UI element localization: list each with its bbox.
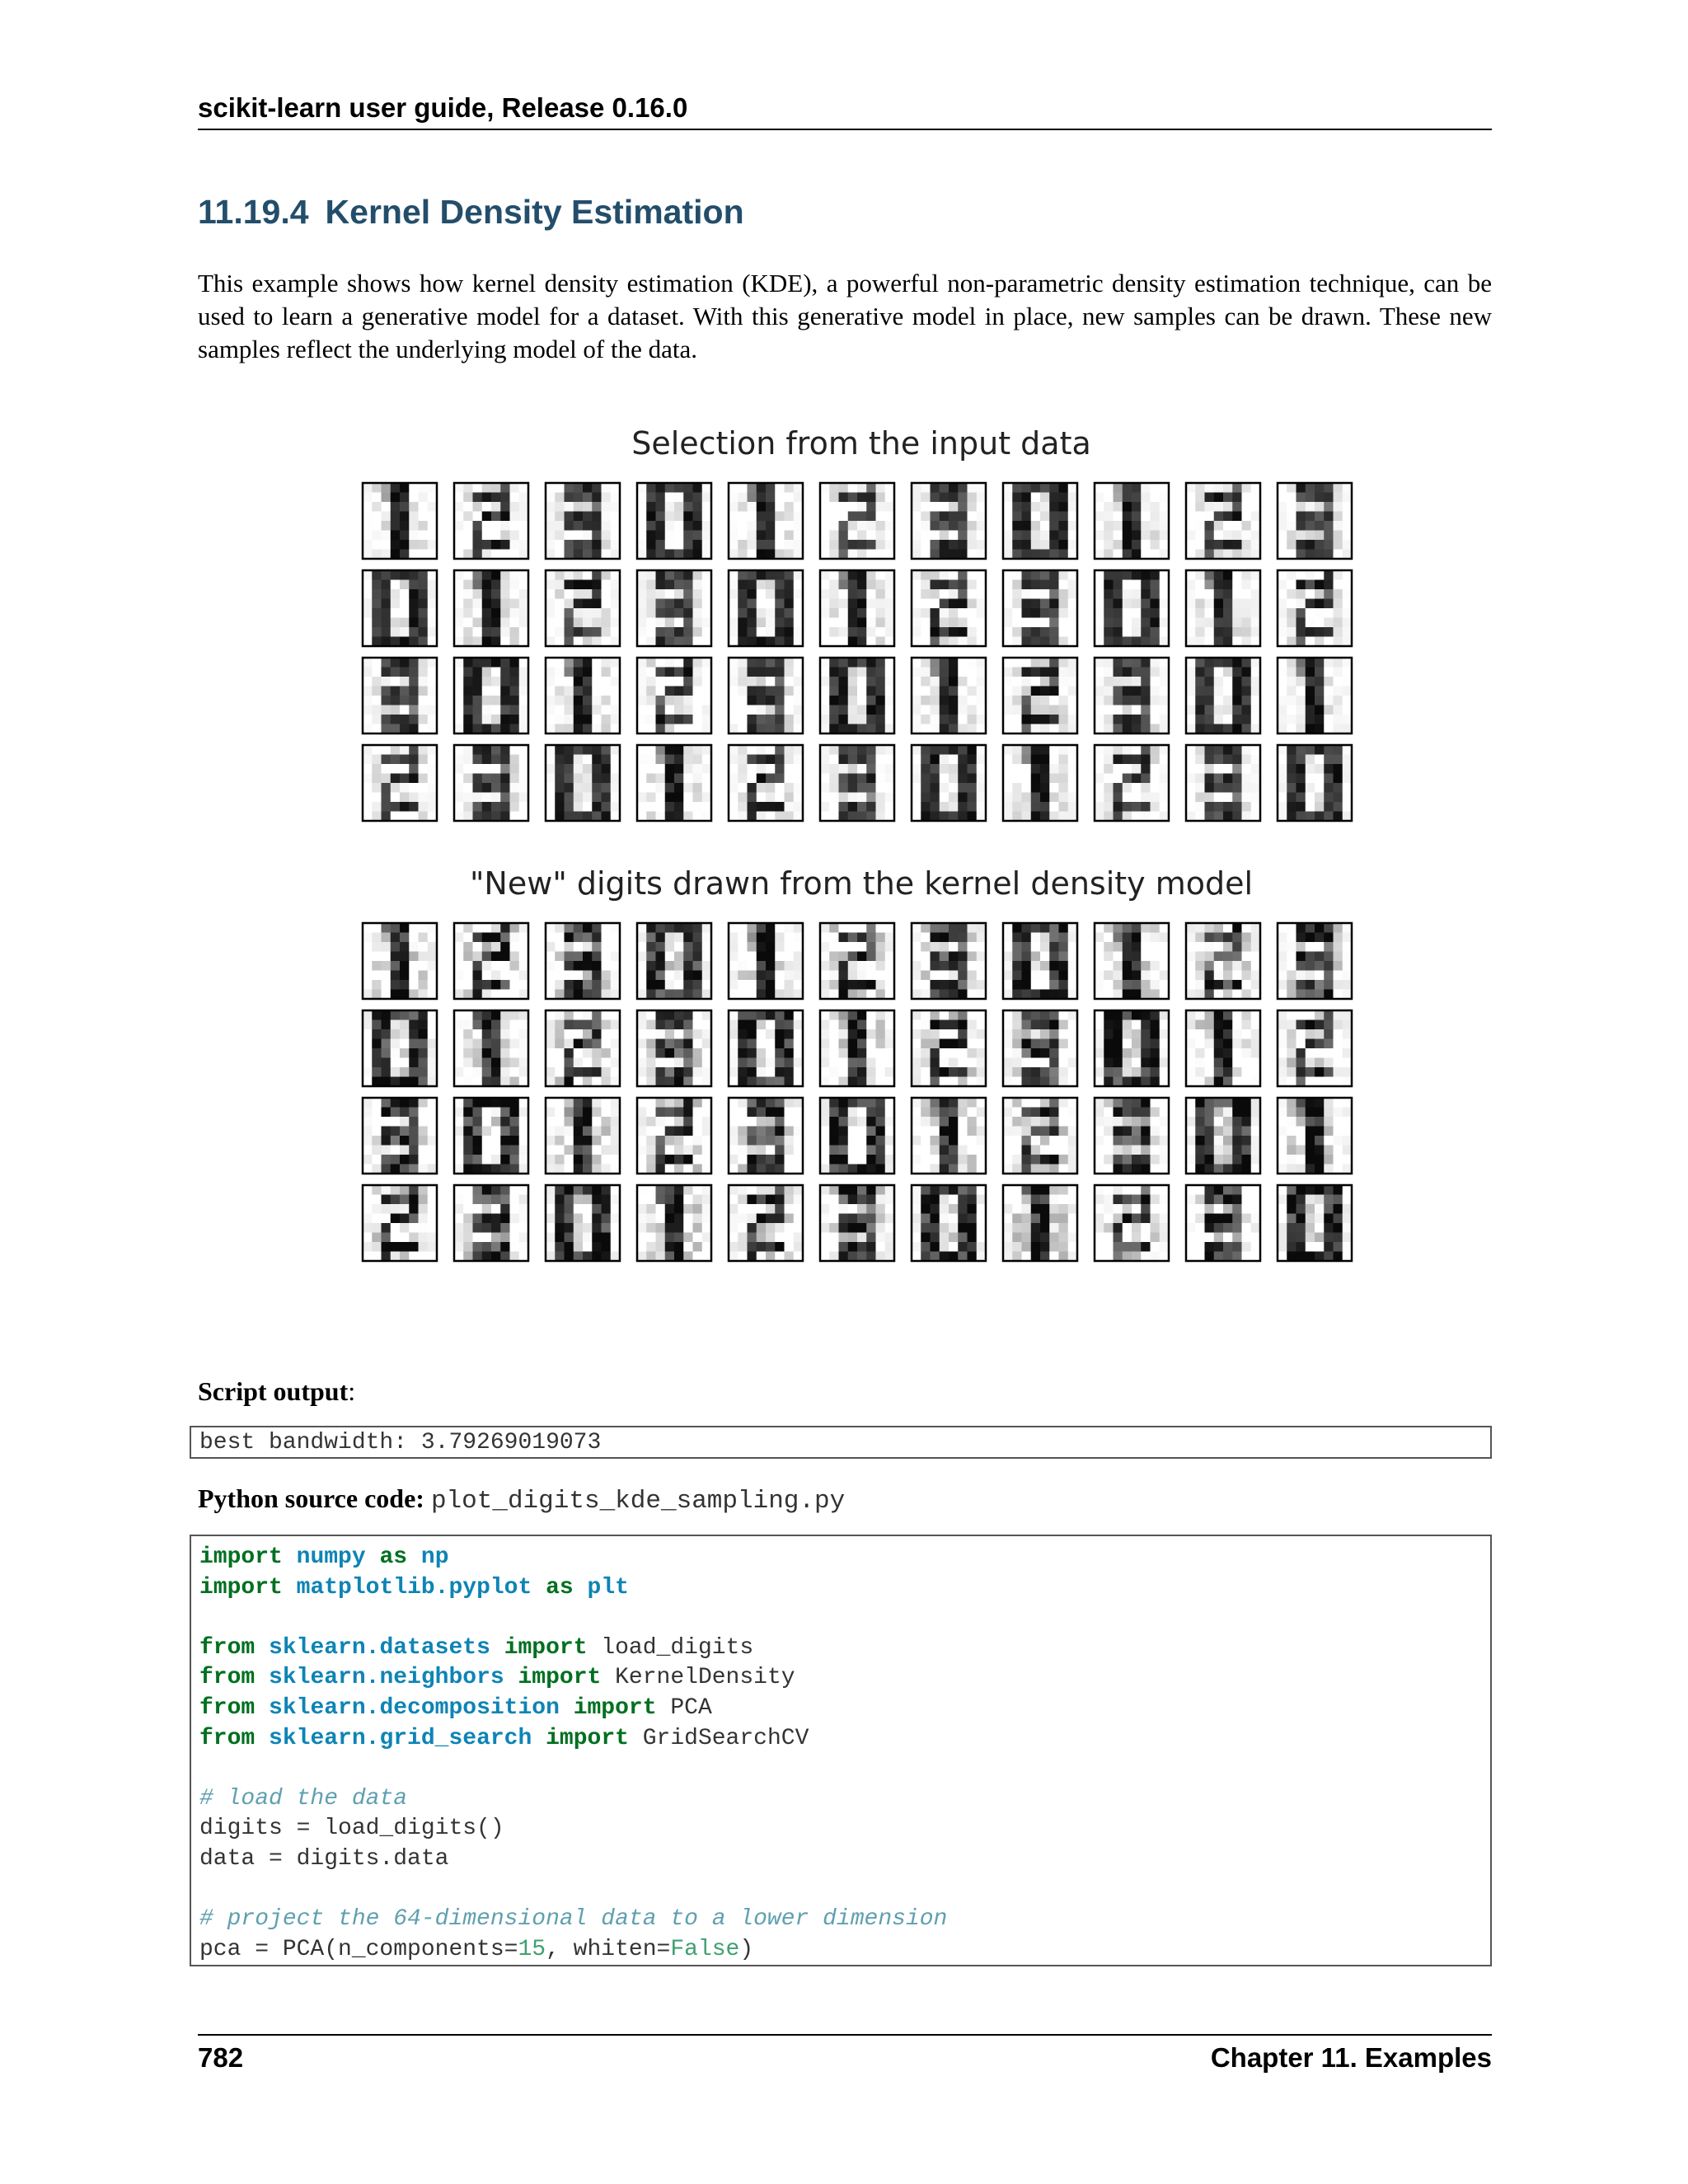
- source-code-block: [190, 1535, 1492, 1966]
- digit-thumbnail: [1095, 1185, 1170, 1262]
- digit-thumbnail: [1278, 483, 1353, 560]
- digit-thumbnail: [1186, 570, 1261, 647]
- code-line: from sklearn.decomposition import PCA: [199, 1694, 712, 1721]
- digit-thumbnail: [546, 1185, 621, 1262]
- code-line: from sklearn.datasets import load_digits: [199, 1634, 754, 1661]
- digit-thumbnail: [1186, 923, 1261, 1000]
- digit-thumbnail: [363, 1098, 438, 1174]
- script-output-label: Script output:: [198, 1376, 356, 1406]
- code-line: [199, 1603, 1482, 1633]
- digit-thumbnail: [1278, 923, 1353, 1000]
- digit-thumbnail: [912, 658, 987, 734]
- digit-thumbnail: [454, 483, 529, 560]
- digit-thumbnail: [363, 1010, 438, 1087]
- digit-thumbnail: [1003, 923, 1078, 1000]
- digit-thumbnail: [454, 1098, 529, 1174]
- digit-thumbnail: [820, 1010, 895, 1087]
- digit-thumbnail: [912, 570, 987, 647]
- digit-thumbnail: [912, 745, 987, 822]
- digit-thumbnail: [637, 745, 712, 822]
- digit-thumbnail: [454, 1010, 529, 1087]
- running-header: [198, 92, 1492, 130]
- digit-thumbnail: [454, 745, 529, 822]
- digit-thumbnail: [1095, 923, 1170, 1000]
- chapter-label: Chapter 11. Examples: [1210, 2042, 1492, 2073]
- digit-thumbnail: [454, 570, 529, 647]
- digit-thumbnail: [1186, 1185, 1261, 1262]
- page-footer: [198, 2034, 1492, 2074]
- digit-thumbnail: [820, 483, 895, 560]
- digit-thumbnail: [820, 923, 895, 1000]
- code-line: import matplotlib.pyplot as plt: [199, 1574, 629, 1601]
- code-line: data = digits.data: [199, 1845, 449, 1872]
- code-line: pca = PCA(n_components=15, whiten=False): [199, 1936, 754, 1962]
- code-line: [199, 1754, 1482, 1784]
- digit-thumbnail: [637, 1185, 712, 1262]
- digit-thumbnail: [363, 923, 438, 1000]
- code-line: import numpy as np: [199, 1544, 449, 1570]
- digit-thumbnail: [546, 1010, 621, 1087]
- digit-thumbnail: [1095, 570, 1170, 647]
- digit-thumbnail: [1186, 483, 1261, 560]
- digit-thumbnail: [1278, 570, 1353, 647]
- digit-thumbnail: [1003, 745, 1078, 822]
- digit-thumbnail: [912, 1098, 987, 1174]
- digit-thumbnail: [820, 658, 895, 734]
- digit-thumbnail: [1003, 1010, 1078, 1087]
- generated-digits-grid: [359, 920, 1365, 1266]
- digit-thumbnail: [729, 658, 804, 734]
- digit-thumbnail: [637, 483, 712, 560]
- figure-panel-title-new: "New" digits drawn from the kernel density model: [469, 865, 1254, 902]
- code-line: digits = load_digits(): [199, 1816, 504, 1842]
- intro-paragraph: This example shows how kernel density estimation (KDE), a powerful non-parametric density estimation technique, can be used to learn a generative model for a dataset. With this generative model in place, new samples can be drawn. These new samples reflect the underlying model of the data.: [198, 269, 1492, 363]
- digit-thumbnail: [729, 1098, 804, 1174]
- source-code-label: Python source code: plot_digits_kde_sampling.py: [198, 1483, 846, 1516]
- digit-thumbnail: [912, 1185, 987, 1262]
- digit-thumbnail: [637, 570, 712, 647]
- digit-thumbnail: [637, 1010, 712, 1087]
- digit-thumbnail: [1095, 483, 1170, 560]
- digit-thumbnail: [1278, 1010, 1353, 1087]
- digit-thumbnail: [820, 1185, 895, 1262]
- figure-panel-title-input: Selection from the input data: [631, 425, 1091, 462]
- digit-thumbnail: [912, 483, 987, 560]
- digit-thumbnail: [1003, 1098, 1078, 1174]
- digit-thumbnail: [1186, 658, 1261, 734]
- digit-thumbnail: [363, 570, 438, 647]
- code-line: # project the 64-dimensional data to a lower dimension: [199, 1906, 948, 1933]
- input-digits-grid: [359, 480, 1365, 826]
- digit-thumbnail: [637, 658, 712, 734]
- source-filename: plot_digits_kde_sampling.py: [430, 1487, 846, 1516]
- digit-thumbnail: [1186, 1098, 1261, 1174]
- digit-thumbnail: [546, 483, 621, 560]
- digit-thumbnail: [820, 1098, 895, 1174]
- digit-thumbnail: [1095, 1098, 1170, 1174]
- digit-thumbnail: [546, 1098, 621, 1174]
- section-heading: [198, 193, 744, 232]
- digit-thumbnail: [546, 923, 621, 1000]
- digit-thumbnail: [729, 923, 804, 1000]
- digit-thumbnail: [546, 745, 621, 822]
- digit-thumbnail: [1186, 745, 1261, 822]
- digit-thumbnail: [1003, 570, 1078, 647]
- digit-thumbnail: [1278, 745, 1353, 822]
- digit-thumbnail: [363, 483, 438, 560]
- digit-thumbnail: [729, 1185, 804, 1262]
- digit-thumbnail: [1186, 1010, 1261, 1087]
- section-title: Kernel Density Estimation: [325, 193, 744, 231]
- section-number: 11.19.4: [198, 193, 309, 231]
- digit-thumbnail: [637, 1098, 712, 1174]
- digit-thumbnail: [1095, 658, 1170, 734]
- code-line: from sklearn.neighbors import KernelDensity: [199, 1665, 795, 1691]
- digit-thumbnail: [546, 570, 621, 647]
- digit-thumbnail: [1003, 483, 1078, 560]
- digit-thumbnail: [546, 658, 621, 734]
- digit-thumbnail: [912, 923, 987, 1000]
- code-line: # load the data: [199, 1785, 408, 1811]
- digit-thumbnail: [1003, 1185, 1078, 1262]
- page-number: 782: [198, 2042, 244, 2073]
- code-line: [199, 1875, 1482, 1905]
- digit-thumbnail: [1278, 658, 1353, 734]
- digit-thumbnail: [363, 658, 438, 734]
- digits-figure: [346, 425, 1376, 1269]
- input-digits-image: [359, 480, 1365, 826]
- digit-thumbnail: [729, 745, 804, 822]
- code-line: from sklearn.grid_search import GridSearchCV: [199, 1725, 809, 1751]
- digit-thumbnail: [454, 923, 529, 1000]
- digit-thumbnail: [1095, 745, 1170, 822]
- digit-thumbnail: [454, 658, 529, 734]
- digit-thumbnail: [454, 1185, 529, 1262]
- digit-thumbnail: [1278, 1185, 1353, 1262]
- digit-thumbnail: [1278, 1098, 1353, 1174]
- generated-digits-image: [359, 920, 1365, 1266]
- digit-thumbnail: [363, 1185, 438, 1262]
- digit-thumbnail: [729, 483, 804, 560]
- digit-thumbnail: [820, 745, 895, 822]
- digit-thumbnail: [637, 923, 712, 1000]
- digit-thumbnail: [912, 1010, 987, 1087]
- digit-thumbnail: [363, 745, 438, 822]
- running-title: scikit-learn user guide, Release 0.16.0: [198, 92, 688, 123]
- digit-thumbnail: [729, 1010, 804, 1087]
- digit-thumbnail: [820, 570, 895, 647]
- script-output-box: best bandwidth: 3.79269019073: [190, 1426, 1492, 1459]
- digit-thumbnail: [729, 570, 804, 647]
- digit-thumbnail: [1095, 1010, 1170, 1087]
- digit-thumbnail: [1003, 658, 1078, 734]
